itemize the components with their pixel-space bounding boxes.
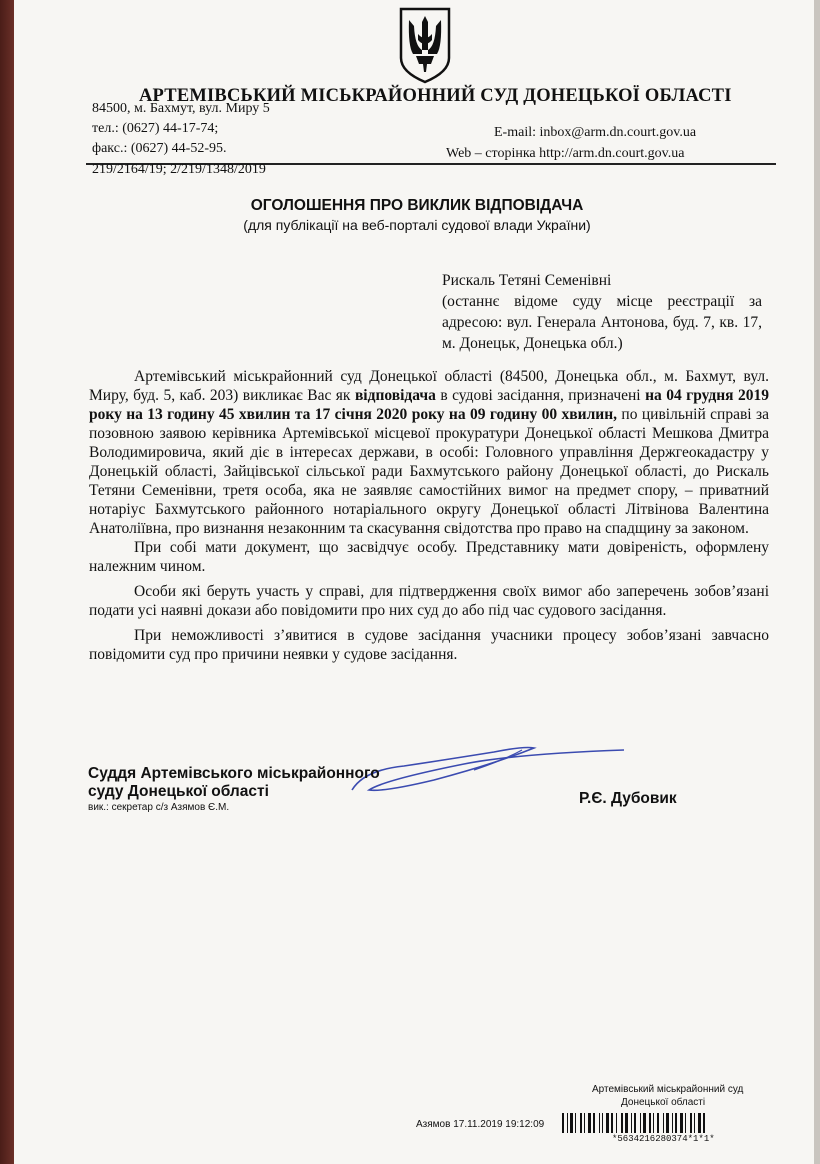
registry-court-line-1: Артемівський міськрайонний суд [592, 1084, 744, 1095]
document-page [14, 0, 820, 1164]
court-website: Web – сторінка http://arm.dn.court.gov.ua [446, 146, 685, 161]
judge-title-line-2: суду Донецької області [88, 783, 269, 800]
body-paragraph-absence: При неможливості з’явитися в судове засідання учасники процесу зобов’язані завчасно повідомити суд про причини неявки у судове засідання. [89, 627, 769, 663]
judge-title-line-1: Суддя Артемівського міськрайонного [88, 765, 380, 782]
announcement-title: ОГОЛОШЕННЯ ПРО ВИКЛИК ВІДПОВІДАЧА [250, 197, 584, 214]
registry-barcode [562, 1113, 787, 1133]
body-paragraph-summons [89, 367, 769, 538]
addressee-name: Рискаль Тетяні Семенівні [442, 272, 612, 289]
trident-emblem-icon [397, 6, 453, 84]
summons-role: відповідача [354, 387, 436, 404]
body-paragraph-documents: При собі мати документ, що засвідчує особу. Представнику мати довіреність, оформлену належним чином. [89, 539, 769, 575]
court-name: АРТЕМІВСЬКИЙ МІСЬКРАЙОННИЙ СУД ДОНЕЦЬКОЇ ОБЛАСТІ [139, 86, 732, 106]
addressee-address: (останнє відоме суду місце реєстрації за адресою: вул. Генерала Антонова, буд. 7, кв. 17, м. Донецьк, Донецька обл.) [442, 293, 762, 352]
registry-court-line-2: Донецької області [621, 1097, 706, 1108]
summons-text-1: Артемівський міськрайонний суд Донецької області (84500, Донецька обл., м. Бахмут, вул. Миру, буд. 5, каб. 203) викликає Вас як [89, 368, 769, 404]
judge-title [88, 765, 380, 801]
announcement-body [89, 367, 769, 664]
registry-timestamp: Азямов 17.11.2019 19:12:09 [416, 1119, 545, 1130]
summons-text-3: по цивільній справі за позовною заявою керівника Артемівської місцевої прокуратури Донецької області Мешкова Дмитра Володимировича, який діє в інтересах держави, в особі: Головного управління Держгеокадастру у Донецькій області, Зайцівської сільської ради Бахмутського району Донецької області, до Рискаль Тетяни Семенівни, третя особа, яка не заявляє самостійних вимог на предмет спору, – приватний нотаріус Бахмутського районного нотаріального округу Донецької області Літвінова Валентина Анатоліївна, про визнання незаконним та скасування свідотства про право на спадщину за законом. [89, 406, 769, 537]
page-right-edge [814, 0, 820, 1164]
court-phone: тел.: (0627) 44-17-74; [92, 121, 219, 136]
announcement-subtitle: (для публікації на веб-порталі судової влади України) [243, 217, 591, 233]
judge-name: Р.Є. Дубовик [579, 790, 677, 807]
barcode-number: *5634216280374*1*1* [612, 1134, 715, 1144]
body-paragraph-evidence: Особи які беруть участь у справі, для підтвердження своїх вимог або заперечень зобов’язані подати усі наявні докази або повідомити про них суд до або під час судового засідання. [89, 583, 769, 619]
summons-text-2: в судові засідання, призначені [435, 387, 646, 404]
executor-note: вик.: секретар с/з Азямов Є.М. [88, 802, 230, 813]
court-email: E-mail: inbox@arm.dn.court.gov.ua [494, 125, 697, 140]
page-binding-edge [0, 0, 14, 1164]
court-address: 84500, м. Бахмут, вул. Миру 5 [92, 101, 270, 116]
case-numbers: 219/2164/19; 2/219/1348/2019 [92, 162, 266, 177]
court-fax: факс.: (0627) 44-52-95. [92, 141, 227, 156]
summons-dates: на 04 грудня 2019 року на 13 годину 45 хвилин та 17 січня 2020 року на 09 годину 00 хвилин, [89, 387, 770, 423]
